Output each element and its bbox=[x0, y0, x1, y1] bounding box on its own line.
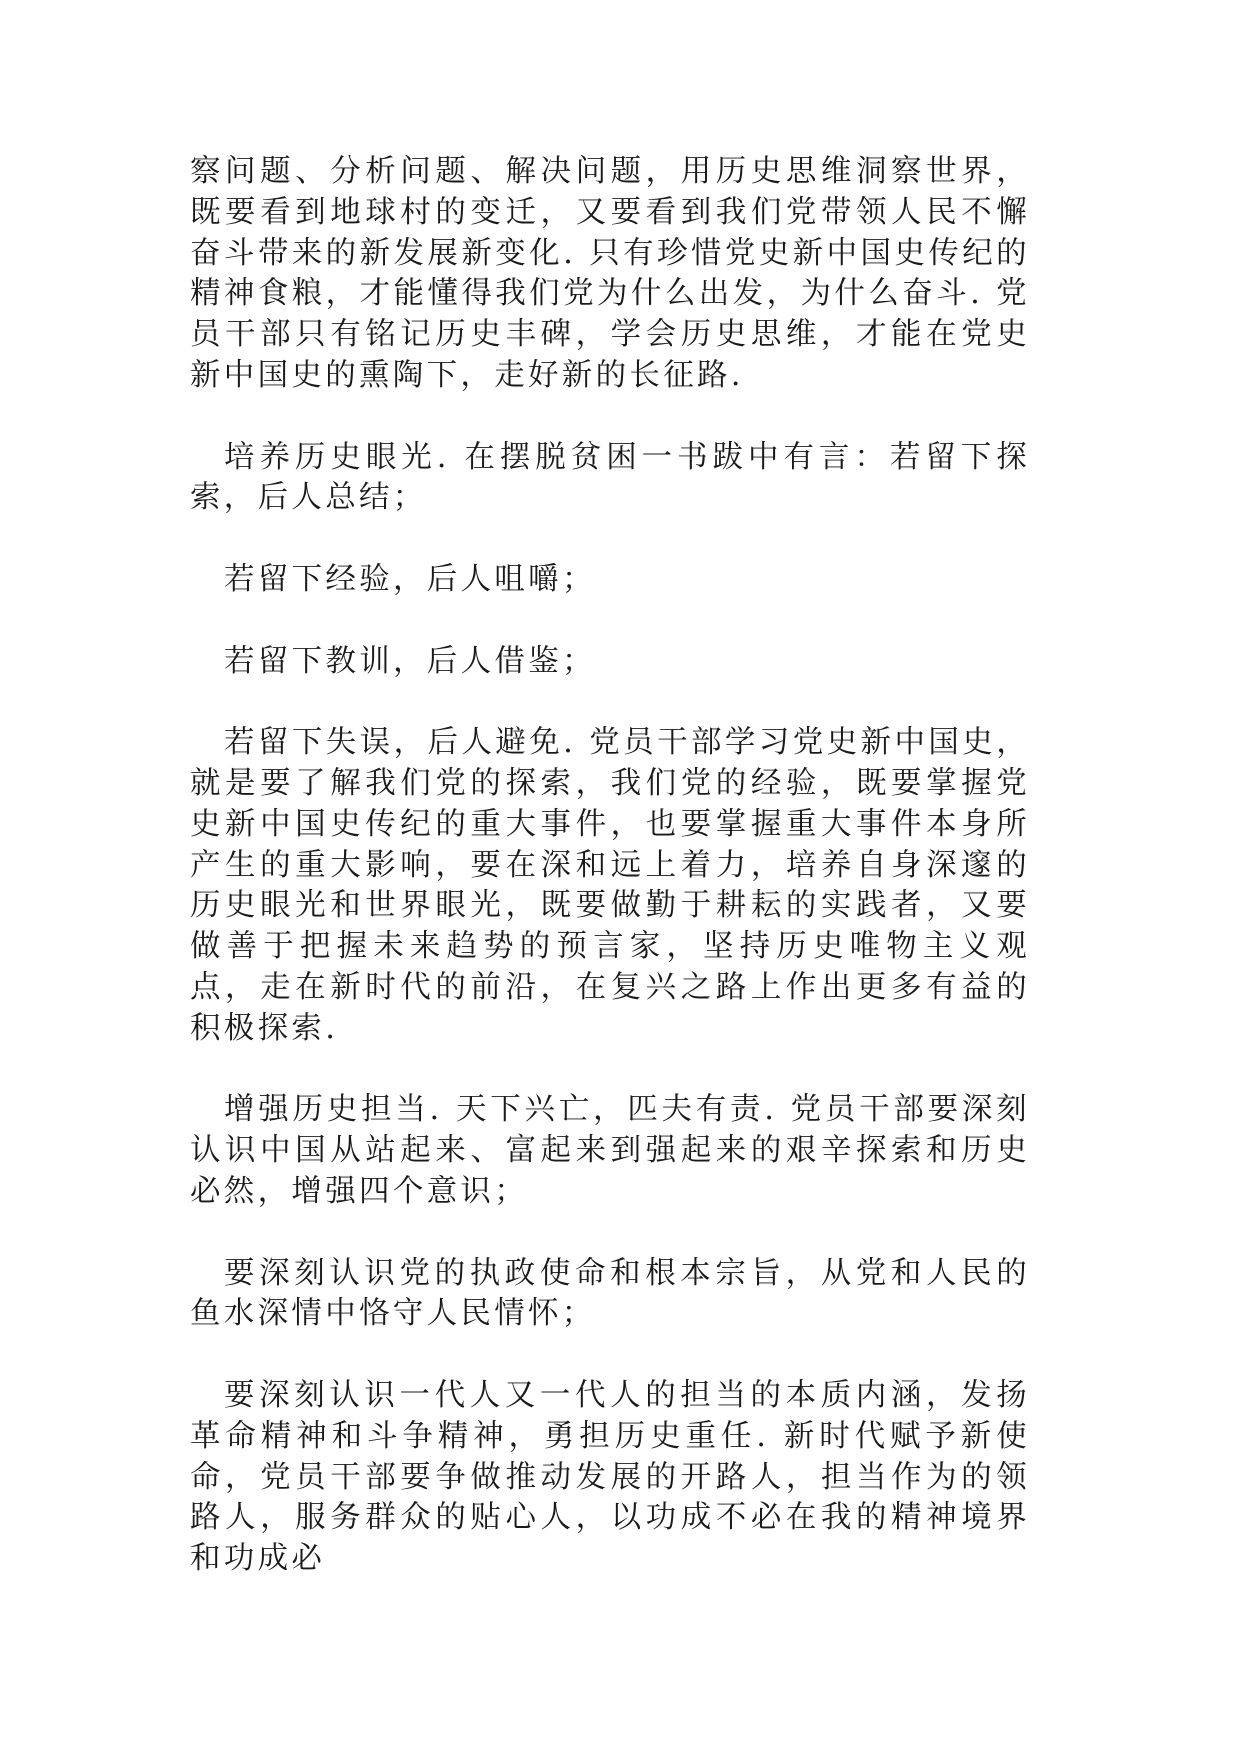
paragraph-1: 察问题、分析问题、解决问题，用历史思维洞察世界，既要看到地球村的变迁，又要看到我们党带领人民不懈奋斗带来的新发展新变化. 只有珍惜党史新中国史传纪的精神食粮，才能懂得我们党为什么出发，为什么奋斗. 党员干部只有铭记历史丰碑，学会历史思维，才能在党史新中国史的熏陶下，走好新的长征路. bbox=[190, 154, 1030, 393]
paragraph-5: 若留下失误，后人避免. 党员干部学习党史新中国史，就是要了解我们党的探索，我们党的经验，既要掌握党史新中国史传纪的重大事件，也要掌握重大事件本身所产生的重大影响，要在深和远上着力，培养自身深邃的历史眼光和世界眼光，既要做勤于耕耘的实践者，又要做善于把握未来趋势的预言家，坚持历史唯物主义观点，走在新时代的前沿，在复兴之路上作出更多有益的积极探索. bbox=[190, 725, 1030, 1046]
document-page bbox=[190, 152, 1030, 1621]
paragraph-4: 若留下教训，后人借鉴； bbox=[224, 643, 596, 679]
paragraph-3: 若留下经验，后人咀嚼； bbox=[224, 561, 596, 597]
paragraph-7: 要深刻认识党的执政使命和根本宗旨，从党和人民的鱼水深情中恪守人民情怀； bbox=[190, 1255, 1030, 1332]
paragraph-6: 增强历史担当. 天下兴亡，匹夫有责. 党员干部要深刻认识中国从站起来、富起来到强起来的艰辛探索和历史必然，增强四个意识； bbox=[190, 1092, 1030, 1209]
paragraph-2: 培养历史眼光. 在摆脱贫困一书跋中有言：若留下探索，后人总结； bbox=[190, 439, 1030, 516]
paragraph-8: 要深刻认识一代人又一代人的担当的本质内涵，发扬革命精神和斗争精神，勇担历史重任. 新时代赋予新使命，党员干部要争做推动发展的开路人，担当作为的领路人，服务群众的贴心人，以功成不必在我的精神境界和功成必 bbox=[190, 1377, 1030, 1577]
